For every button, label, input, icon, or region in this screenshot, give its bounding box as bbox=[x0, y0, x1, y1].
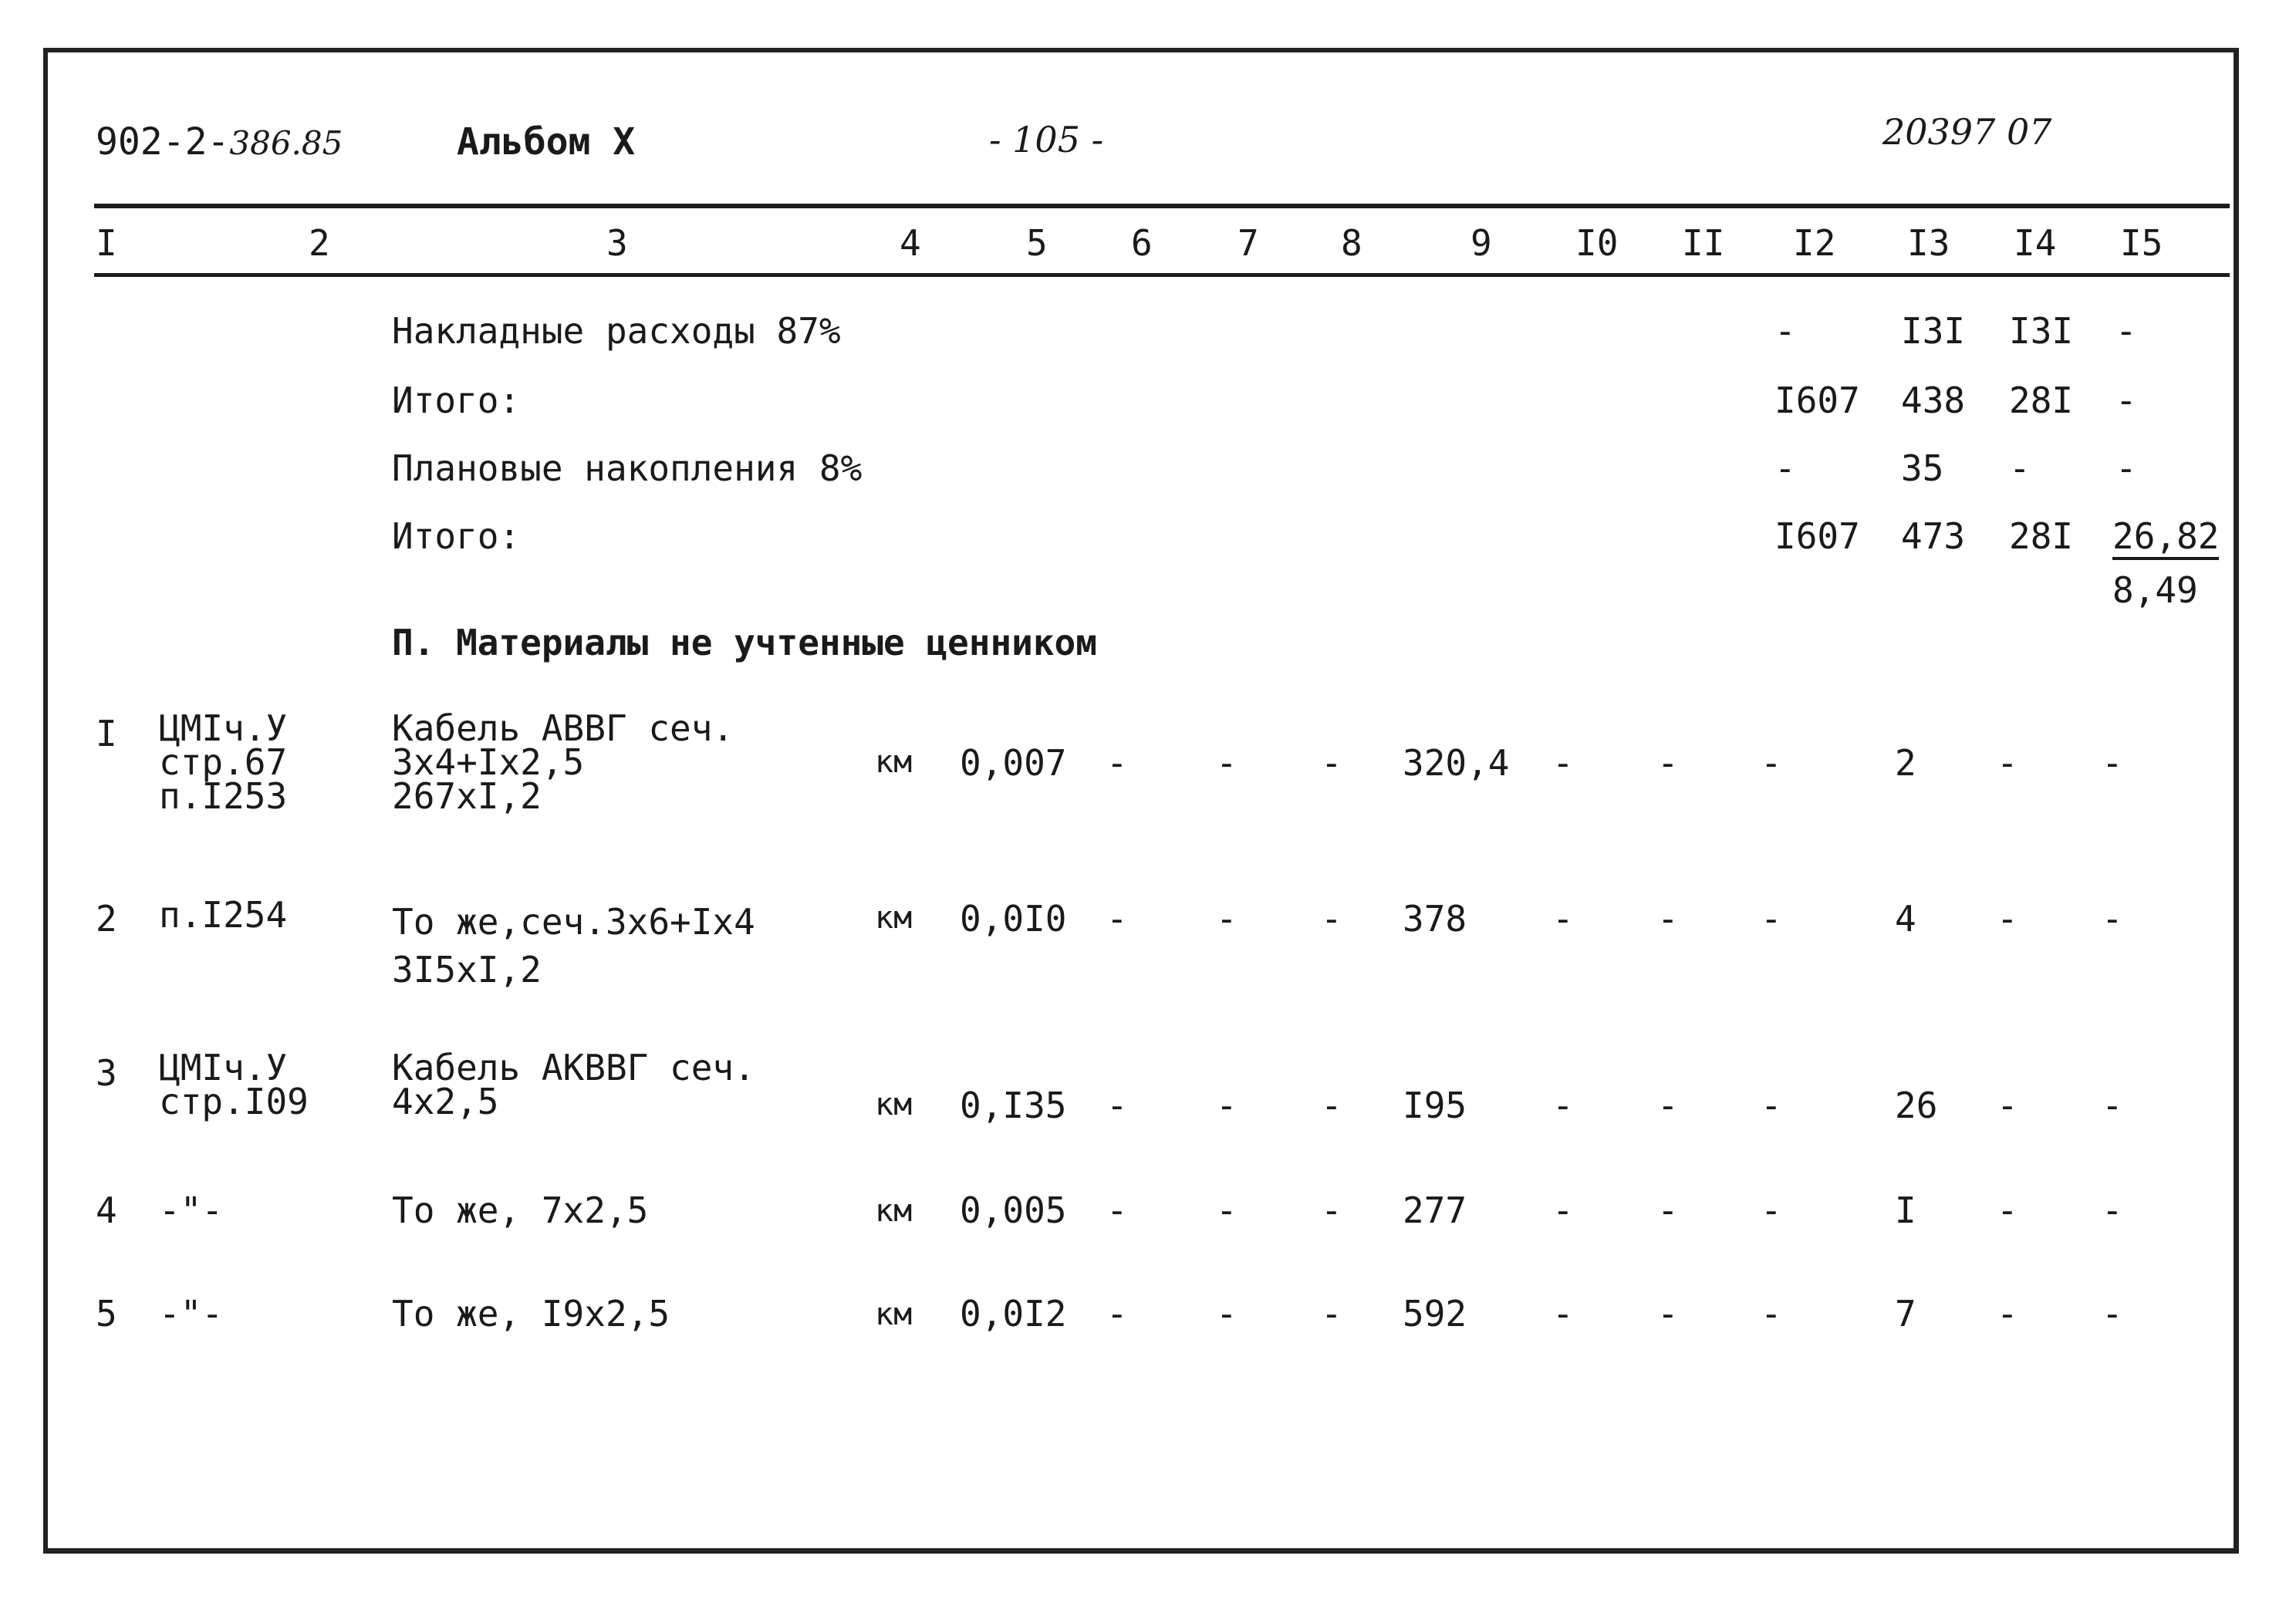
cell-c15: - bbox=[2102, 1190, 2123, 1231]
doc-code-handwritten: 386.85 bbox=[229, 124, 343, 162]
cell-c11: - bbox=[1657, 898, 1679, 940]
row-number: I bbox=[96, 713, 117, 754]
column-number: I0 bbox=[1575, 222, 1619, 264]
cell-c10: - bbox=[1552, 1190, 1574, 1231]
row-unit: км bbox=[875, 1193, 913, 1229]
cell-c14: - bbox=[1997, 1293, 2018, 1335]
column-number: 8 bbox=[1341, 222, 1362, 264]
row-reference: -"- bbox=[159, 1293, 224, 1335]
cell-c13: 2 bbox=[1895, 742, 1916, 784]
row-reference: ЦМIч.У стр.I09 bbox=[159, 1047, 309, 1122]
column-number: I2 bbox=[1793, 222, 1836, 264]
cell-c15: - bbox=[2102, 898, 2123, 940]
cell-c13: 35 bbox=[1901, 447, 1944, 489]
cell-c15: - bbox=[2102, 1293, 2123, 1335]
cell-c7: - bbox=[1216, 898, 1237, 940]
cell-c15: - bbox=[2102, 742, 2123, 784]
cell-c6: - bbox=[1106, 1085, 1128, 1126]
cell-c12: - bbox=[1774, 447, 1796, 489]
cell-c9: 592 bbox=[1403, 1293, 1467, 1335]
cell-c14: - bbox=[1997, 898, 2018, 940]
cell-c14: - bbox=[2009, 447, 2031, 489]
row-quantity: 0,0I0 bbox=[960, 898, 1067, 940]
summary-label: Накладные расходы 87% bbox=[392, 310, 841, 352]
cell-c12: - bbox=[1774, 310, 1796, 352]
cell-c14: - bbox=[1997, 742, 2018, 784]
cell-c15: - bbox=[2102, 1085, 2123, 1126]
row-name: Кабель АКВВГ сеч. 4х2,5 bbox=[392, 1047, 755, 1122]
cell-c6: - bbox=[1106, 1190, 1128, 1231]
cell-c13: 473 bbox=[1901, 515, 1966, 557]
cell-c12: - bbox=[1761, 898, 1782, 940]
cell-c9: 320,4 bbox=[1403, 742, 1510, 784]
cell-c13: I3I bbox=[1901, 310, 1966, 352]
cell-c14: - bbox=[1997, 1085, 2018, 1126]
column-number: 7 bbox=[1237, 222, 1259, 264]
row-name: То же, I9х2,5 bbox=[392, 1293, 670, 1335]
column-number: II bbox=[1682, 222, 1725, 264]
album-label: Альбом X bbox=[457, 120, 636, 164]
cell-c10: - bbox=[1552, 1293, 1574, 1335]
cell-c13: 438 bbox=[1901, 380, 1966, 421]
row-reference: -"- bbox=[159, 1190, 224, 1231]
cell-c11: - bbox=[1657, 742, 1679, 784]
cell-c15: - bbox=[2115, 447, 2137, 489]
archive-number: 20397 07 bbox=[1882, 111, 2052, 153]
cell-c8: - bbox=[1321, 742, 1342, 784]
cell-c8: - bbox=[1321, 1085, 1342, 1126]
row-quantity: 0,007 bbox=[960, 742, 1067, 784]
summary-label: Плановые накопления 8% bbox=[392, 447, 863, 489]
cell-c14: I3I bbox=[2009, 310, 2074, 352]
row-number: 4 bbox=[96, 1190, 117, 1231]
cell-c6: - bbox=[1106, 898, 1128, 940]
row-reference: п.I254 bbox=[159, 894, 288, 936]
cell-c8: - bbox=[1321, 898, 1342, 940]
cell-c12: I607 bbox=[1774, 380, 1860, 421]
row-unit: км bbox=[875, 1297, 913, 1332]
column-number: 2 bbox=[309, 222, 330, 264]
cell-c13: 7 bbox=[1895, 1293, 1916, 1335]
row-unit: км bbox=[875, 1087, 913, 1122]
cell-c13: 26 bbox=[1895, 1085, 1938, 1126]
cell-c8: - bbox=[1321, 1293, 1342, 1335]
row-reference: ЦМIч.У стр.67 п.I253 bbox=[159, 707, 288, 817]
summary-label: Итого: bbox=[392, 515, 521, 557]
column-number: 6 bbox=[1131, 222, 1153, 264]
cell-c8: - bbox=[1321, 1190, 1342, 1231]
row-name: То же,сеч.3х6+Iх4 3I5хI,2 bbox=[392, 901, 755, 990]
row-number: 3 bbox=[96, 1052, 117, 1094]
cell-c15-denominator: 8,49 bbox=[2112, 569, 2198, 611]
cell-c12: - bbox=[1761, 1190, 1782, 1231]
cell-c14: 28I bbox=[2009, 515, 2074, 557]
cell-c9: I95 bbox=[1403, 1085, 1467, 1126]
cell-c15: - bbox=[2115, 310, 2137, 352]
cell-c12: - bbox=[1761, 742, 1782, 784]
cell-c7: - bbox=[1216, 1085, 1237, 1126]
row-number: 5 bbox=[96, 1293, 117, 1335]
cell-c11: - bbox=[1657, 1293, 1679, 1335]
doc-code bbox=[96, 120, 343, 164]
cell-c12: I607 bbox=[1774, 515, 1860, 557]
cell-c12: - bbox=[1761, 1293, 1782, 1335]
cell-c15: - bbox=[2115, 380, 2137, 421]
cell-c10: - bbox=[1552, 1085, 1574, 1126]
column-number: I4 bbox=[2014, 222, 2057, 264]
row-name: Кабель АВВГ сеч. 3х4+Iх2,5 267хI,2 bbox=[392, 707, 734, 817]
cell-c7: - bbox=[1216, 1293, 1237, 1335]
cell-c14: - bbox=[1997, 1190, 2018, 1231]
cell-c13: 4 bbox=[1895, 898, 1916, 940]
doc-code-typed: 902-2- bbox=[96, 120, 230, 164]
page-number: - 105 - bbox=[989, 119, 1104, 160]
cell-c11: - bbox=[1657, 1085, 1679, 1126]
summary-label: Итого: bbox=[392, 380, 521, 421]
cell-c10: - bbox=[1552, 742, 1574, 784]
cell-c15-numerator: 26,82 bbox=[2112, 518, 2219, 560]
row-unit: км bbox=[875, 900, 913, 936]
column-number: 5 bbox=[1026, 222, 1048, 264]
cell-c9: 378 bbox=[1403, 898, 1467, 940]
section-title: П. Материалы не учтенные ценником bbox=[392, 622, 1097, 663]
row-quantity: 0,005 bbox=[960, 1190, 1067, 1231]
cell-c9: 277 bbox=[1403, 1190, 1467, 1231]
cell-c14: 28I bbox=[2009, 380, 2074, 421]
column-number: I3 bbox=[1907, 222, 1950, 264]
cell-c7: - bbox=[1216, 1190, 1237, 1231]
row-quantity: 0,I35 bbox=[960, 1085, 1067, 1126]
column-number: I bbox=[96, 222, 117, 264]
column-number: 4 bbox=[900, 222, 921, 264]
cell-c6: - bbox=[1106, 1293, 1128, 1335]
column-number: 9 bbox=[1470, 222, 1492, 264]
cell-c7: - bbox=[1216, 742, 1237, 784]
column-number: 3 bbox=[606, 222, 628, 264]
cell-c6: - bbox=[1106, 742, 1128, 784]
header-top-rule bbox=[94, 204, 2230, 208]
row-number: 2 bbox=[96, 898, 117, 940]
row-quantity: 0,0I2 bbox=[960, 1293, 1067, 1335]
cell-c13: I bbox=[1895, 1190, 1916, 1231]
cell-c10: - bbox=[1552, 898, 1574, 940]
column-number: I5 bbox=[2120, 222, 2163, 264]
cell-c11: - bbox=[1657, 1190, 1679, 1231]
cell-c12: - bbox=[1761, 1085, 1782, 1126]
header-bottom-rule bbox=[94, 273, 2230, 277]
row-name: То же, 7х2,5 bbox=[392, 1190, 649, 1231]
row-unit: км bbox=[875, 744, 913, 780]
